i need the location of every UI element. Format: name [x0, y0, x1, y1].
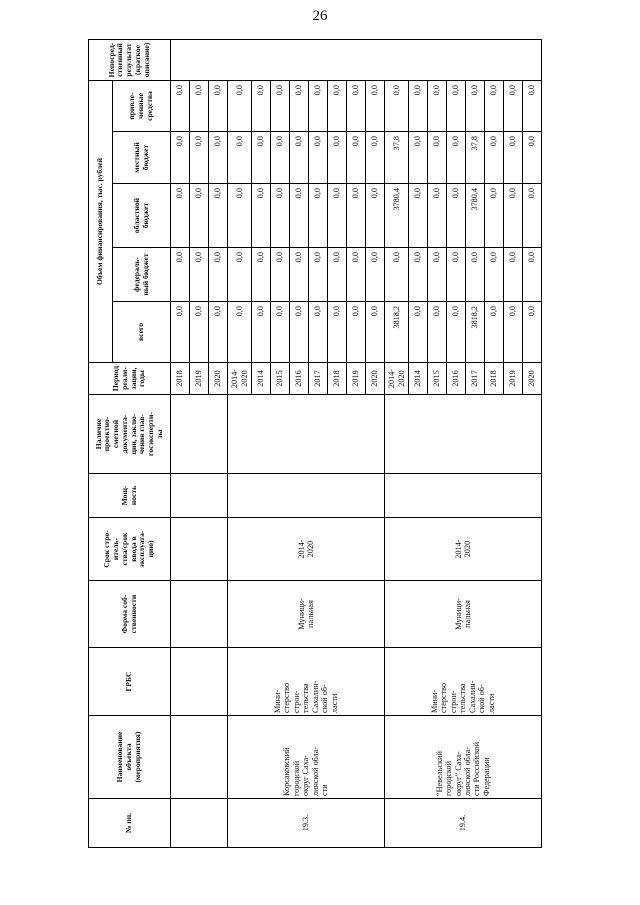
header-docs: Наличие проектно- сметной документа- ции, заклю- чения глав- госэксперти- зы [89, 395, 171, 474]
cell-name [171, 716, 228, 799]
value-federal: 0,0 [366, 248, 385, 302]
cell-period: 2016 [290, 363, 309, 395]
value-regional: 0,0 [290, 184, 309, 248]
cell-docs [385, 395, 542, 474]
value-attracted: 0,0 [290, 81, 309, 132]
value-local: 0,0 [523, 132, 542, 184]
cell-num: 19.4. [385, 799, 542, 848]
cell-capacity [385, 474, 542, 518]
cell-period: 2020 [209, 363, 228, 395]
value-total: 0,0 [428, 302, 447, 363]
value-regional: 0,0 [409, 184, 428, 248]
value-local: 0,0 [228, 132, 252, 184]
cell-name: “Невельский городской округ” Саха- линской обла- сти Российской Федерации [385, 716, 542, 799]
value-federal: 0,0 [347, 248, 366, 302]
header-attracted: привле- ченные средства [113, 81, 171, 132]
cell-form [171, 581, 228, 648]
cell-term [171, 518, 228, 581]
value-total: 3818,2 [466, 302, 485, 363]
cell-period: 2019 [190, 363, 209, 395]
cell-period: 2016 [447, 363, 466, 395]
value-attracted: 0,0 [328, 81, 347, 132]
value-regional: 0,0 [366, 184, 385, 248]
value-attracted: 0,0 [523, 81, 542, 132]
value-federal: 0,0 [409, 248, 428, 302]
value-local: 0,0 [428, 132, 447, 184]
value-federal: 0,0 [290, 248, 309, 302]
cell-term: 2014- 2020 [385, 518, 542, 581]
cell-grbs [171, 648, 228, 716]
table-row [171, 40, 190, 848]
value-attracted: 0,0 [366, 81, 385, 132]
value-attracted: 0,0 [409, 81, 428, 132]
value-local: 0,0 [447, 132, 466, 184]
value-federal: 0,0 [252, 248, 271, 302]
header-local: местный бюджет [113, 132, 171, 184]
value-local: 0,0 [252, 132, 271, 184]
cell-capacity [171, 474, 228, 518]
value-regional: 0,0 [523, 184, 542, 248]
value-federal: 0,0 [447, 248, 466, 302]
header-result: Непосред- ственный результат (краткое описание) [89, 40, 171, 81]
value-federal: 0,0 [271, 248, 290, 302]
header-grbs: ГРБС [89, 648, 171, 716]
cell-period: 2017 [466, 363, 485, 395]
cell-period: 2014- 2020 [385, 363, 409, 395]
header-form: Форма соб- ственности [89, 581, 171, 648]
value-local: 0,0 [366, 132, 385, 184]
value-attracted: 0,0 [271, 81, 290, 132]
value-total: 0,0 [328, 302, 347, 363]
value-regional: 3780,4 [385, 184, 409, 248]
value-local: 0,0 [504, 132, 523, 184]
value-total: 0,0 [190, 302, 209, 363]
value-total: 0,0 [271, 302, 290, 363]
rotated-table-container [88, 40, 537, 848]
value-regional: 0,0 [209, 184, 228, 248]
cell-period: 2015 [271, 363, 290, 395]
header-name: Наименование объекта (мероприятия) [89, 716, 171, 799]
value-regional: 0,0 [271, 184, 290, 248]
cell-period: 2014 [252, 363, 271, 395]
cell-num: 19.3. [228, 799, 385, 848]
cell-docs [171, 395, 228, 474]
header-capacity: Мощ- ность [89, 474, 171, 518]
cell-term: 2014- 2020 [228, 518, 385, 581]
value-federal: 0,0 [485, 248, 504, 302]
cell-docs [228, 395, 385, 474]
value-attracted: 0,0 [228, 81, 252, 132]
cell-period: 2020 [366, 363, 385, 395]
value-local: 37,8 [385, 132, 409, 184]
value-total: 0,0 [409, 302, 428, 363]
value-attracted: 0,0 [171, 81, 190, 132]
header-federal: федераль- ный бюджет [113, 248, 171, 302]
value-local: 0,0 [328, 132, 347, 184]
header-num: № пп. [89, 799, 171, 848]
value-attracted: 0,0 [309, 81, 328, 132]
value-local: 0,0 [309, 132, 328, 184]
value-regional: 0,0 [504, 184, 523, 248]
value-federal: 0,0 [523, 248, 542, 302]
value-total: 0,0 [209, 302, 228, 363]
value-regional: 0,0 [485, 184, 504, 248]
value-regional: 0,0 [171, 184, 190, 248]
value-local: 0,0 [209, 132, 228, 184]
value-attracted: 0,0 [504, 81, 523, 132]
cell-period: 2015 [428, 363, 447, 395]
value-local: 0,0 [171, 132, 190, 184]
value-regional: 0,0 [228, 184, 252, 248]
value-local: 0,0 [347, 132, 366, 184]
cell-name: Корсаковский городской округ Саха- линской обла- сти [228, 716, 385, 799]
value-attracted: 0,0 [190, 81, 209, 132]
cell-period: 2019 [347, 363, 366, 395]
value-regional: 0,0 [252, 184, 271, 248]
financing-table-frame [88, 40, 537, 848]
value-attracted: 0,0 [209, 81, 228, 132]
table-row [228, 40, 252, 848]
value-regional: 0,0 [447, 184, 466, 248]
cell-period: 2014- 2020 [228, 363, 252, 395]
header-regional: областной бюджет [113, 184, 171, 248]
cell-period: 2014 [409, 363, 428, 395]
value-federal: 0,0 [209, 248, 228, 302]
value-total: 0,0 [252, 302, 271, 363]
value-total: 0,0 [366, 302, 385, 363]
value-total: 0,0 [504, 302, 523, 363]
cell-result [171, 40, 542, 81]
value-attracted: 0,0 [347, 81, 366, 132]
value-local: 0,0 [409, 132, 428, 184]
cell-period: 2018 [328, 363, 347, 395]
header-term: Срок стро- итель- ства/срок ввода в эксплуата- цию) [89, 518, 171, 581]
value-total: 0,0 [347, 302, 366, 363]
cell-period: 2017 [309, 363, 328, 395]
header-period: Период реали- зации, годы [89, 363, 171, 395]
value-attracted: 0,0 [447, 81, 466, 132]
header-financing: Объем финансирования, тыс. рублей [89, 81, 113, 363]
value-local: 0,0 [190, 132, 209, 184]
value-regional: 0,0 [347, 184, 366, 248]
value-federal: 0,0 [190, 248, 209, 302]
value-attracted: 0,0 [252, 81, 271, 132]
cell-grbs: Мини- стерство строи- тельства Сахалин- ской об- ласти [385, 648, 542, 716]
value-total: 0,0 [309, 302, 328, 363]
value-regional: 0,0 [428, 184, 447, 248]
value-federal: 0,0 [171, 248, 190, 302]
header-total: всего [113, 302, 171, 363]
value-total: 0,0 [290, 302, 309, 363]
header-row-group [89, 40, 113, 848]
value-federal: 0,0 [328, 248, 347, 302]
value-federal: 0,0 [466, 248, 485, 302]
cell-period: 2018 [171, 363, 190, 395]
value-federal: 0,0 [228, 248, 252, 302]
value-total: 0,0 [228, 302, 252, 363]
value-local: 0,0 [485, 132, 504, 184]
value-local: 0,0 [271, 132, 290, 184]
value-local: 0,0 [290, 132, 309, 184]
value-attracted: 0,0 [428, 81, 447, 132]
value-federal: 0,0 [504, 248, 523, 302]
table-row [385, 40, 409, 848]
cell-grbs: Мини- стерство строи- тельства Сахалин- ской об- ласти [228, 648, 385, 716]
value-federal: 0,0 [428, 248, 447, 302]
financing-table [88, 39, 542, 848]
value-local: 37,8 [466, 132, 485, 184]
value-regional: 0,0 [328, 184, 347, 248]
value-federal: 0,0 [385, 248, 409, 302]
value-total: 0,0 [485, 302, 504, 363]
value-total: 0,0 [171, 302, 190, 363]
cell-period: 2019 [504, 363, 523, 395]
cell-capacity [228, 474, 385, 518]
value-regional: 0,0 [309, 184, 328, 248]
value-attracted: 0,0 [485, 81, 504, 132]
value-regional: 3780,4 [466, 184, 485, 248]
value-total: 0,0 [447, 302, 466, 363]
value-attracted: 0,0 [385, 81, 409, 132]
page-number: 26 [312, 8, 328, 24]
cell-period: 2018 [485, 363, 504, 395]
value-total: 0,0 [523, 302, 542, 363]
value-total: 3818,2 [385, 302, 409, 363]
cell-form: Муници- пальная [228, 581, 385, 648]
cell-form: Муници- пальная [385, 581, 542, 648]
value-attracted: 0,0 [466, 81, 485, 132]
cell-period: 2020 [523, 363, 542, 395]
cell-num [171, 799, 228, 848]
value-federal: 0,0 [309, 248, 328, 302]
value-regional: 0,0 [190, 184, 209, 248]
